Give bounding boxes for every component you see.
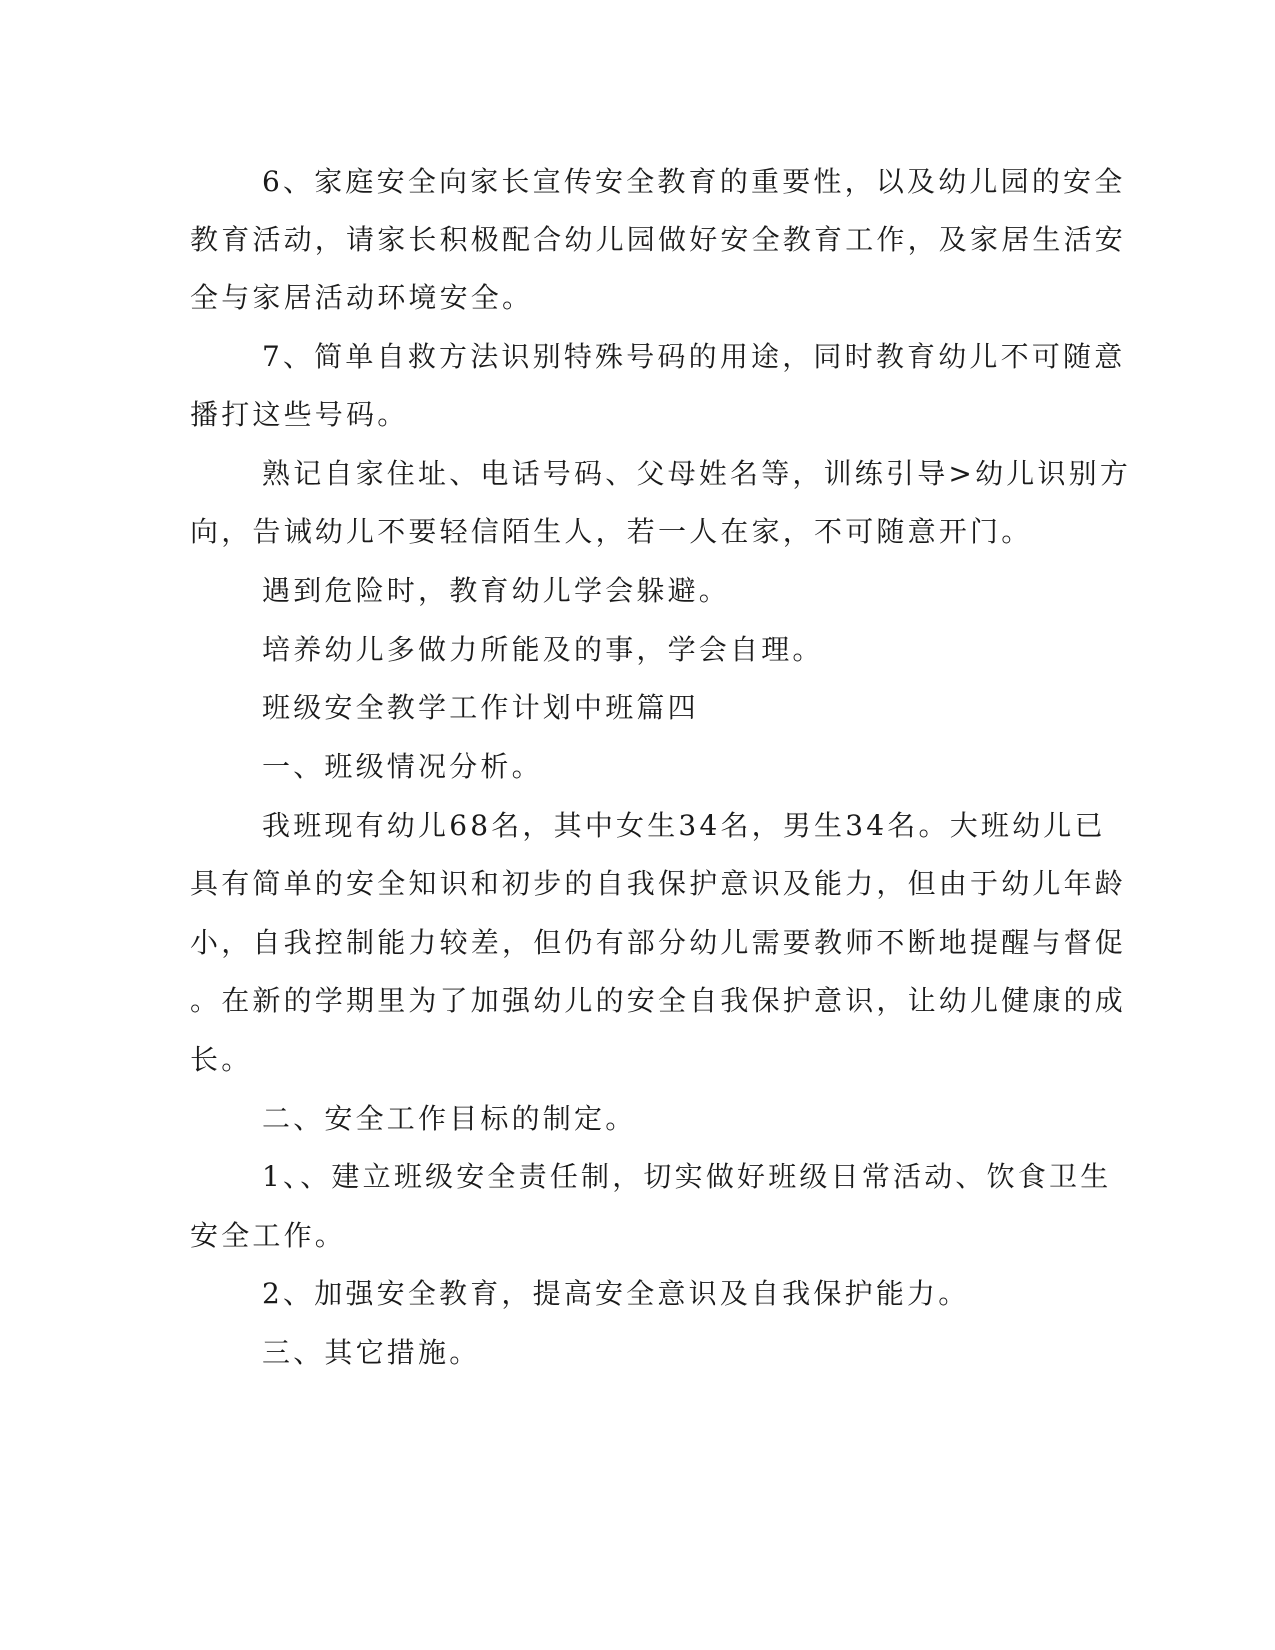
text-line: 6、家庭安全向家长宣传安全教育的重要性，以及幼儿园的安全 [262, 165, 1126, 198]
text-line: 小，自我控制能力较差，但仍有部分幼儿需要教师不断地提醒与督促 [190, 926, 1127, 959]
text-line: 具有简单的安全知识和初步的自我保护意识及能力，但由于幼儿年龄 [190, 867, 1127, 900]
text-line: 遇到危险时，教育幼儿学会躲避。 [262, 574, 731, 607]
text-line: 2、加强安全教育，提高安全意识及自我保护能力。 [262, 1277, 970, 1310]
text-line: 培养幼儿多做力所能及的事，学会自理。 [262, 633, 824, 666]
text-line: 我班现有幼儿68名，其中女生34名，男生34名。大班幼儿已 [262, 809, 1106, 842]
text-line: 教育活动，请家长积极配合幼儿园做好安全教育工作，及家居生活安 [190, 223, 1127, 256]
text-line: 1、、建立班级安全责任制，切实做好班级日常活动、饮食卫生 [262, 1160, 1112, 1193]
text-line: 向，告诫幼儿不要轻信陌生人，若一人在家，不可随意开门。 [190, 515, 1033, 548]
text-line: 安全工作。 [190, 1219, 347, 1252]
section-heading: 三、其它措施。 [262, 1336, 481, 1369]
section-heading: 班级安全教学工作计划中班篇四 [262, 691, 699, 724]
text-line: 熟记自家住址、电话号码、父母姓名等，训练引导>幼儿识别方 [262, 457, 1132, 490]
text-line: 7、简单自救方法识别特殊号码的用途，同时教育幼儿不可随意 [262, 340, 1126, 373]
section-heading: 二、安全工作目标的制定。 [262, 1102, 637, 1135]
text-line: 全与家居活动环境安全。 [190, 281, 534, 314]
section-heading: 一、班级情况分析。 [262, 750, 543, 783]
text-line: 。在新的学期里为了加强幼儿的安全自我保护意识，让幼儿健康的成 [190, 984, 1127, 1017]
text-line: 播打这些号码。 [190, 398, 409, 431]
text-line: 长。 [190, 1043, 253, 1076]
